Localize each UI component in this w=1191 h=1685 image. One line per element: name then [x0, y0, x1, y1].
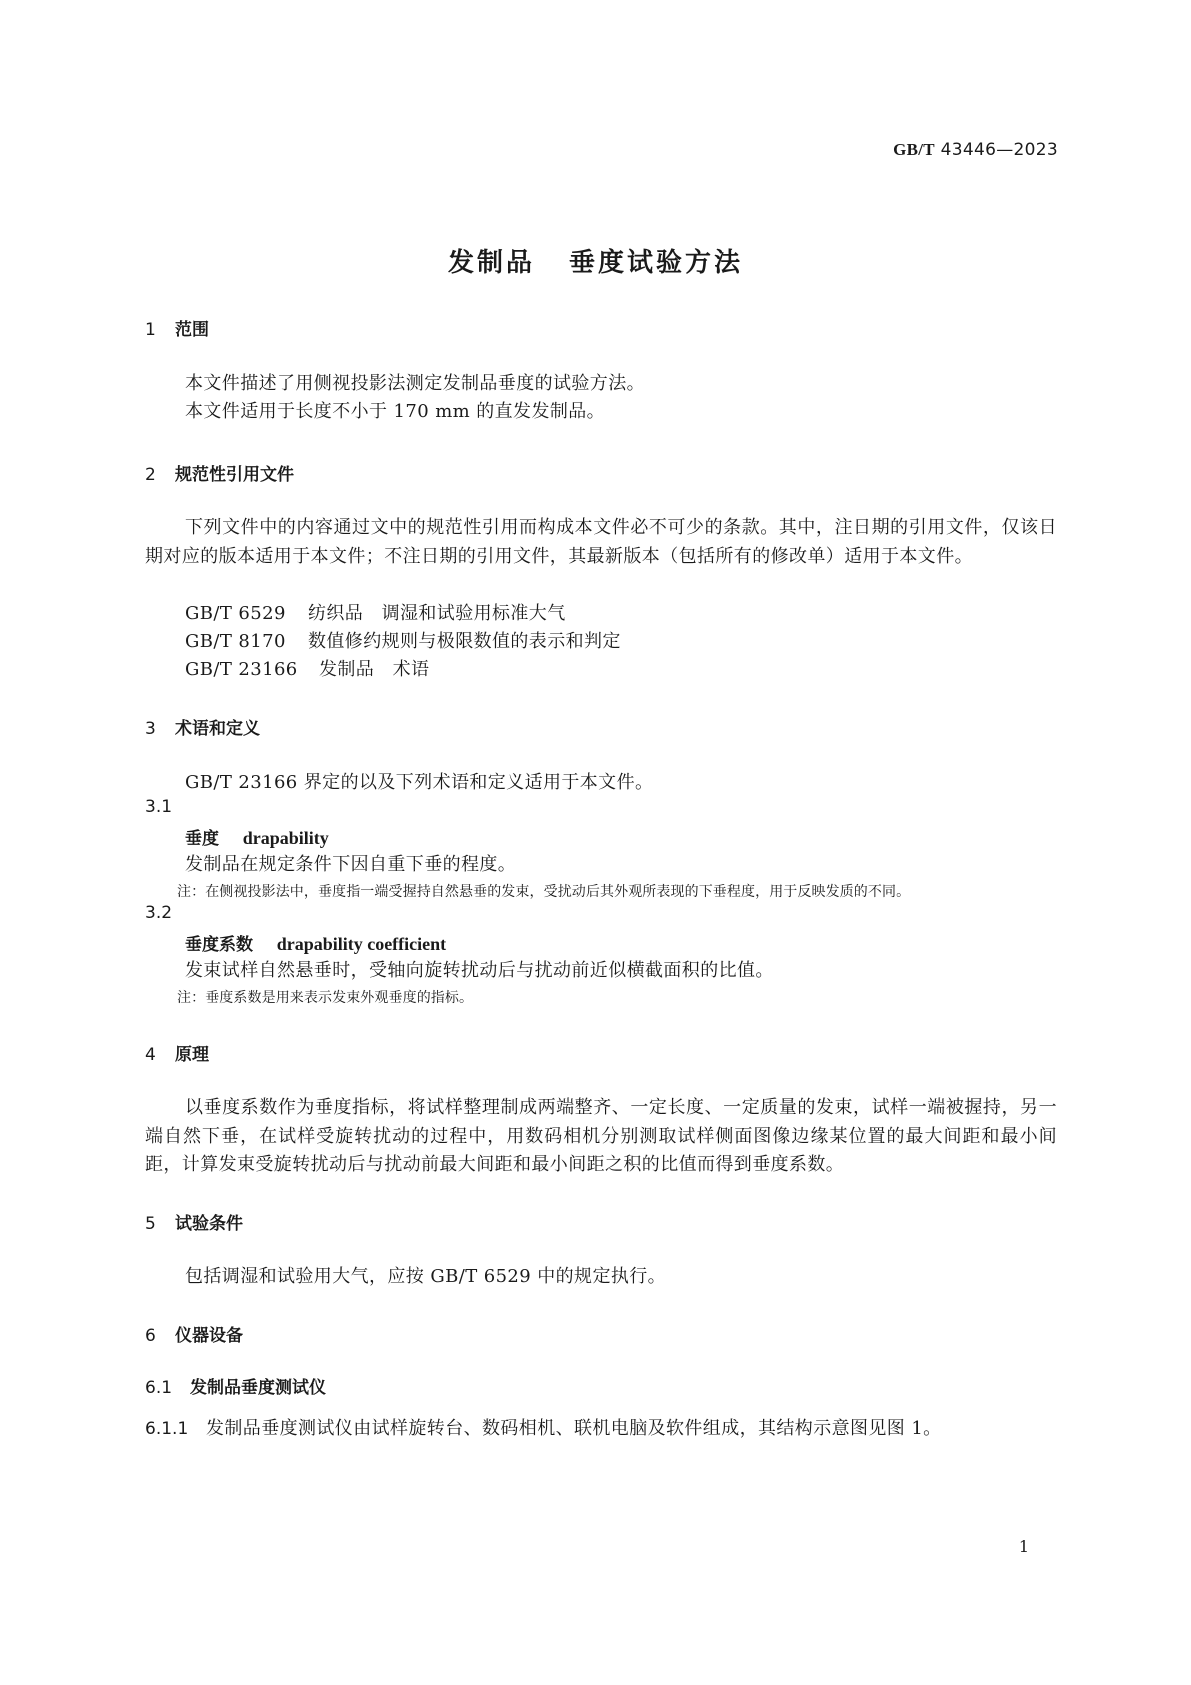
section-1-paragraph-1: 本文件描述了用侧视投影法测定发制品垂度的试验方法。: [185, 373, 645, 394]
section-4-heading: [145, 1040, 209, 1065]
section-3-title: 术语和定义: [175, 719, 260, 739]
reference-item: [185, 628, 621, 657]
title-part-2: 垂度试验方法: [569, 248, 744, 278]
reference-title: 发制品 术语: [319, 659, 430, 680]
reference-code: GB/T 8170: [185, 631, 286, 652]
term-3-1-zh: 垂度: [185, 829, 219, 849]
title-part-1: 发制品: [447, 248, 535, 278]
section-2-heading: [145, 460, 294, 485]
section-5-heading: [145, 1209, 243, 1234]
section-2-title: 规范性引用文件: [175, 465, 294, 485]
section-1-number: 1: [145, 320, 156, 340]
standard-prefix: GB/T: [893, 140, 935, 159]
reference-title: 数值修约规则与极限数值的表示和判定: [308, 631, 621, 652]
section-4-title: 原理: [175, 1045, 209, 1065]
term-3-2-en: drapability coefficient: [276, 934, 447, 954]
term-3-2: [185, 930, 446, 955]
section-5-number: 5: [145, 1214, 156, 1234]
section-1-title: 范围: [175, 320, 209, 340]
reference-title: 纺织品 调湿和试验用标准大气: [308, 603, 566, 624]
clause-6-1-1-number: 6.1.1: [145, 1419, 189, 1439]
term-3-1-definition: 发制品在规定条件下因自重下垂的程度。: [185, 854, 517, 875]
section-6-heading: [145, 1321, 243, 1346]
document-title: [0, 242, 1191, 279]
reference-item: [185, 656, 429, 685]
term-3-2-note: 注：垂度系数是用来表示发束外观垂度的指标。: [177, 990, 474, 1006]
clause-6-1-1: [145, 1415, 942, 1444]
page-number: 1: [1018, 1537, 1029, 1556]
standard-code: [893, 140, 1058, 160]
section-6-number: 6: [145, 1326, 156, 1346]
section-3-heading: [145, 714, 260, 739]
reference-code: GB/T 6529: [185, 603, 286, 624]
term-3-2-number: 3.2: [145, 903, 173, 923]
section-5-paragraph: 包括调湿和试验用大气，应按 GB/T 6529 中的规定执行。: [185, 1266, 667, 1287]
subsection-6-1-heading: [145, 1373, 326, 1398]
subsection-6-1-title: 发制品垂度测试仪: [190, 1378, 326, 1398]
section-2-number: 2: [145, 465, 156, 485]
clause-6-1-1-text: 发制品垂度测试仪由试样旋转台、数码相机、联机电脑及软件组成，其结构示意图见图 1。: [206, 1418, 942, 1439]
section-4-paragraph: 以垂度系数作为垂度指标，将试样整理制成两端整齐、一定长度、一定质量的发束，试样一端被握持，另一端自然下垂，在试样受旋转扰动的过程中，用数码相机分别测取试样侧面图像边缘某位置的最大间距和最小间距，计算发束受旋转扰动后与扰动前最大间距和最小间距之积的比值而得到垂度系数。: [145, 1097, 1057, 1175]
term-3-1-en: drapability: [242, 828, 329, 848]
term-3-1: [185, 824, 329, 849]
term-3-1-number: 3.1: [145, 797, 173, 817]
section-1-paragraph-2: 本文件适用于长度不小于 170 mm 的直发发制品。: [185, 401, 606, 422]
standard-number: 43446—2023: [940, 140, 1058, 160]
section-5-title: 试验条件: [175, 1214, 243, 1234]
section-3-paragraph: GB/T 23166 界定的以及下列术语和定义适用于本文件。: [185, 772, 654, 793]
section-1-heading: [145, 315, 209, 340]
reference-item: [185, 600, 566, 629]
section-6-title: 仪器设备: [175, 1326, 243, 1346]
section-2-paragraph: 下列文件中的内容通过文中的规范性引用而构成本文件必不可少的条款。其中，注日期的引用文件，仅该日期对应的版本适用于本文件；不注日期的引用文件，其最新版本（包括所有的修改单）适用于本文件。: [145, 517, 1057, 567]
subsection-6-1-number: 6.1: [145, 1378, 173, 1398]
section-3-number: 3: [145, 719, 156, 739]
reference-code: GB/T 23166: [185, 659, 298, 680]
term-3-2-zh: 垂度系数: [185, 935, 253, 955]
term-3-2-definition: 发束试样自然悬垂时，受轴向旋转扰动后与扰动前近似横截面积的比值。: [185, 960, 774, 981]
section-4-number: 4: [145, 1045, 156, 1065]
term-3-1-note: 注：在侧视投影法中，垂度指一端受握持自然悬垂的发束，受扰动后其外观所表现的下垂程度，用于反映发质的不同。: [177, 884, 911, 900]
